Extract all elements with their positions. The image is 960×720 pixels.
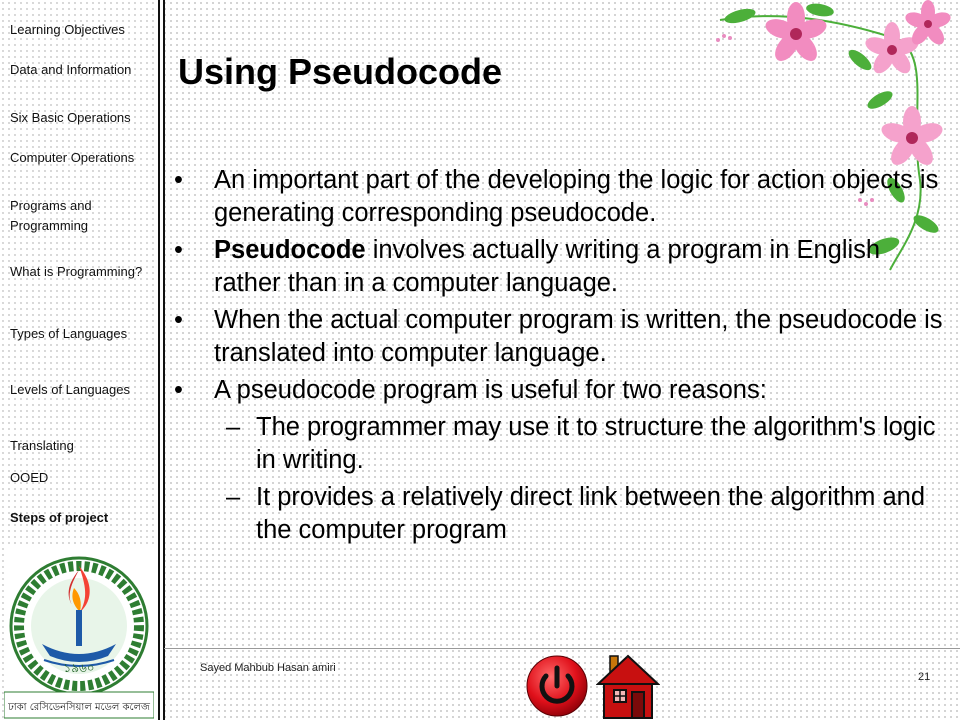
bullet-item [168,304,948,370]
sidebar-item-what-is-programming[interactable]: What is Programming? [10,264,143,279]
footer-author: Sayed Mahbub Hasan amiri [200,662,336,674]
bullet-text: A pseudocode program is useful for two reasons: [214,376,767,404]
sidebar-item-data-and-information[interactable]: Data and Information [10,62,132,77]
home-icon[interactable] [596,652,660,720]
sidebar-item-types-of-languages[interactable]: Types of Languages [10,326,128,341]
bullet-item [168,374,948,407]
bullet-bold-term: Pseudocode [214,236,366,264]
bullet-text: involves actually writing a program in English rather than in a computer language. [214,236,881,297]
pink-flower [763,0,953,169]
sidebar-item-levels-of-languages[interactable]: Levels of Languages [10,382,130,397]
bullet-item [168,234,948,300]
sidebar-item-programs-and-programming[interactable]: Programs and Programming [10,198,92,233]
sidebar-nav [0,0,158,720]
bullet-text: An important part of the developing the logic for action objects is generating corresponding pseudocode. [214,166,939,227]
sub-bullet-text: The programmer may use it to structure the algorithm's logic in writing. [256,413,936,474]
sidebar-item-computer-operations[interactable]: Computer Operations [10,150,135,165]
page-number: 21 [918,671,931,683]
bullet-text: When the actual computer program is written, the pseudocode is translated into computer language. [214,306,943,367]
sidebar-divider-inner [163,0,165,720]
sub-bullet-text: It provides a relatively direct link between the algorithm and the computer program [256,483,926,544]
footer-divider [164,648,960,649]
bullet-item [168,164,948,230]
sidebar-item-six-basic-operations[interactable]: Six Basic Operations [10,110,131,125]
sidebar-item-translating[interactable]: Translating [10,438,74,453]
sidebar-item-ooed[interactable]: OOED [10,470,49,485]
sidebar-item-learning-objectives[interactable]: Learning Objectives [10,22,125,37]
slide-title: Using Pseudocode [178,51,503,92]
sub-bullet-item [168,481,948,547]
logo-ring-text: ঢাকা রেসিডেনসিয়াল মডেল কলেজ [8,702,150,713]
power-icon[interactable] [524,654,590,718]
college-logo [4,548,154,720]
sub-bullet-item [168,411,948,477]
logo-year-text: ১৯৬০ [63,661,95,675]
sidebar-item-steps-of-project[interactable]: Steps of project [10,510,109,525]
sidebar-divider [158,0,160,720]
slide-body [168,164,948,551]
